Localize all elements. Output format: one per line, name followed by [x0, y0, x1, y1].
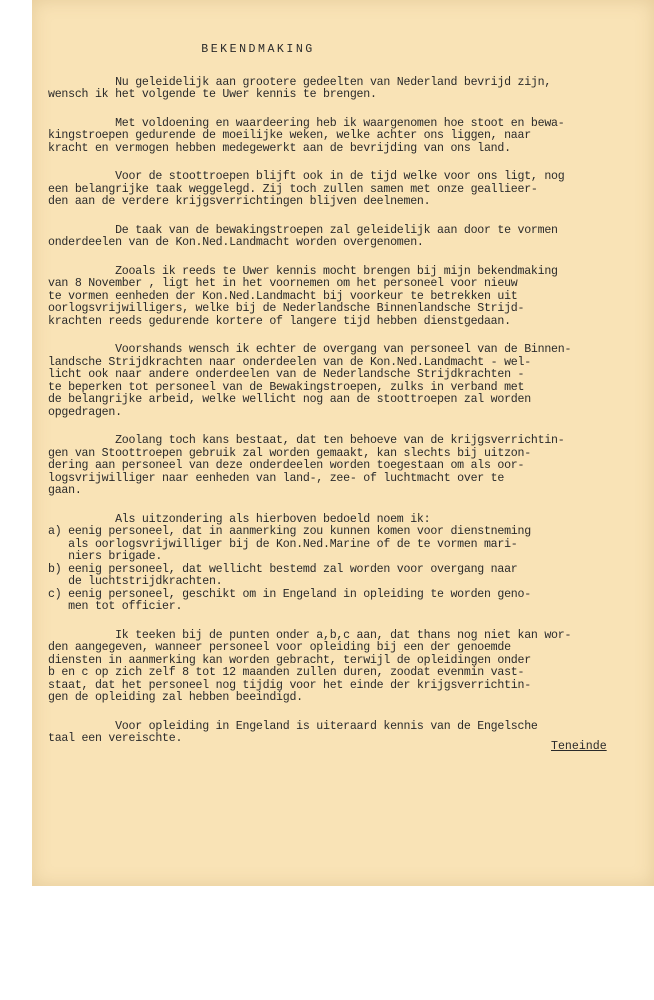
paragraph-bewakingstroepen: De taak van de bewakingstroepen zal geleidelijk aan door te vormen onderdeelen van de Kon.Ned.Landmacht worden overgenomen. [48, 223, 558, 249]
document-body [48, 44, 644, 762]
paragraph-stoottroepen: Voor de stoottroepen blijft ook in de tijd welke voor ons ligt, nog een belangrijke taak weggelegd. Zij toch zullen samen met onze geallieer- den aan de verdere krijgsverrichtingen blijven deelnemen. [48, 170, 565, 208]
list-item-a: a) eenig personeel, dat in aanmerking zou kunnen komen voor dienstneming als oorlogsvrijwilliger bij de Kon.Ned.Marine of de te vormen mari- niers brigade. [48, 525, 531, 563]
catchword: Teneinde [551, 740, 607, 753]
list-item-c: c) eenig personeel, geschikt om in Engeland in opleiding te worden geno- men tot officier. [48, 587, 531, 613]
paragraph-november-announcement: Zooals ik reeds te Uwer kennis mocht brengen bij mijn bekendmaking van 8 November , ligt het in het voornemen om het personeel voor nieuw te vormen eenheden der Kon.Ned.Landmacht bij voorkeur te betrekken uit oorlogsvrijwilligers, welke bij de Nederlandsche Binnenlandsche Strijd- krachten reeds gedurende kortere of langere tijd hebben dienstgedaan. [48, 264, 558, 328]
paragraph-transfer-restriction: Voorshands wensch ik echter de overgang van personeel van de Binnen- landsche Strijdkrachten naar onderdeelen van de Kon.Ned.Landmacht - wel- licht ook naar andere onderdeelen van de Nederlandsche Strijdkrachten - te beperken tot personeel van de Bewakingstroepen, zulks in verband met de belangrijke arbeid, welke wellicht nog aan de stoottroepen zal worden opgedragen. [48, 343, 572, 419]
paragraph-english-requirement: Voor opleiding in Engeland is uiteraard kennis van de Engelsche taal een vereischte. [48, 719, 538, 745]
list-item-b: b) eenig personeel, dat wellicht bestemd zal worden voor overgang naar de luchtstrijdkrachten. [48, 562, 518, 588]
exception-list-intro: Als uitzondering als hierboven bedoeld noem ik: [48, 512, 431, 526]
paragraph-training-note: Ik teeken bij de punten onder a,b,c aan, dat thans nog niet kan wor- den aangegeven, wanneer personeel voor opleiding bij een der genoemde diensten in aanmerking kan worden gebracht, terwijl de opleidingen onder b en c op zich zelf 8 tot 12 maanden zullen duren, zoodat evenmin vast- staat, dat het personeel nog tijdig voor het einde der krijgsverrichtin- gen de opleiding zal hebben beeindigd. [48, 628, 572, 704]
paragraph-intro: Nu geleidelijk aan grootere gedeelten van Nederland bevrijd zijn, wensch ik het volgende te Uwer kennis te brengen. [48, 75, 552, 101]
paragraph-exception-rule: Zoolang toch kans bestaat, dat ten behoeve van de krijgsverrichtin- gen van Stoottroepen gebruik zal worden gemaakt, kan slechts bij uitzon- dering aan personeel van deze onderdeelen worden toegestaan om als oor- logsvrijwilliger naar eenheden van land-, zee- of luchtmacht over te gaan. [48, 434, 565, 497]
exception-list [48, 514, 644, 614]
paragraph-appreciation: Met voldoening en waardeering heb ik waargenomen hoe stoot en bewa- kingstroepen gedurende de moeilijke weken, welke achter ons liggen, naar kracht en vermogen hebben medegewerkt aan de bevrijding van ons land. [48, 116, 565, 155]
document-title: BEKENDMAKING [201, 43, 315, 56]
